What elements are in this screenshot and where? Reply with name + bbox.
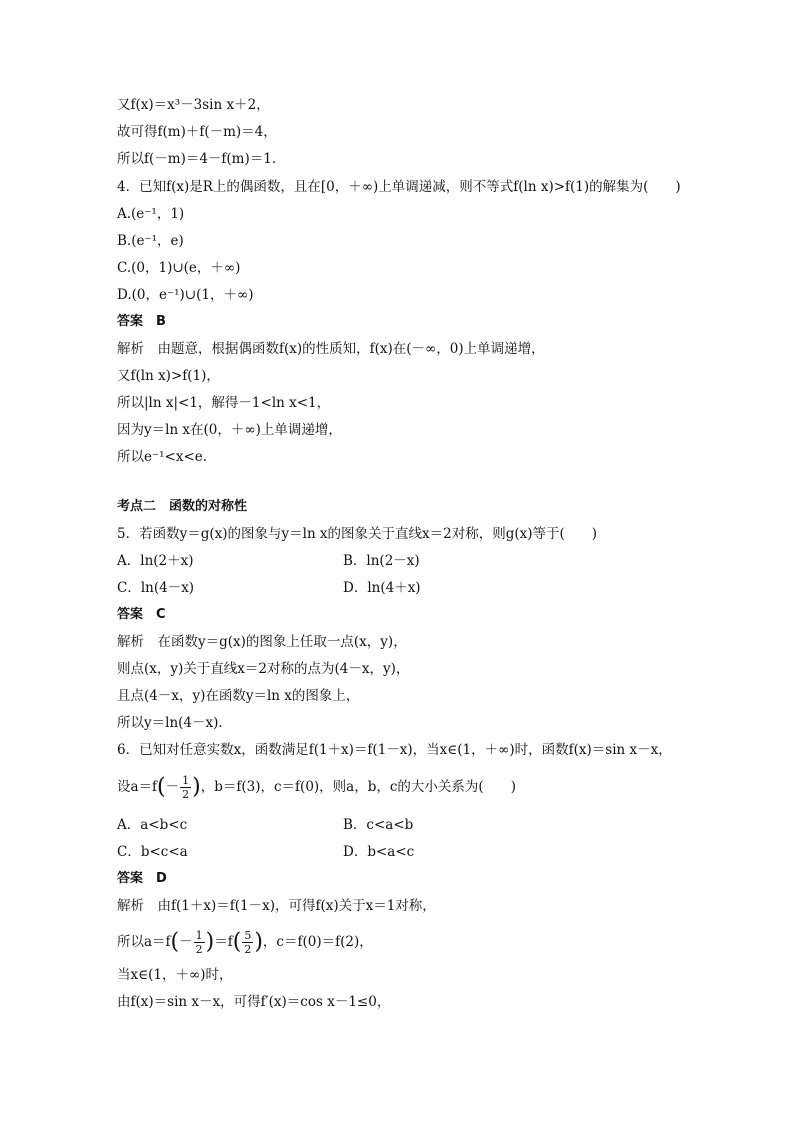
paren-close: ): [205, 929, 215, 955]
question-6: 6．已知对任意实数x，函数满足f(1＋x)＝f(1－x)，当x∈(1，＋∞)时，函数f(x)＝sin x－x，: [117, 742, 672, 758]
text-span: 所以a＝f: [117, 934, 171, 950]
paren-open: (: [157, 774, 166, 800]
option-c: C．b<c<a: [117, 844, 188, 860]
fraction-numerator: 1: [182, 774, 190, 787]
text-span: ＝f: [214, 934, 233, 950]
option-d: D.(0，e⁻¹)∪(1，＋∞): [117, 287, 254, 303]
text-span: ，b＝f(3)，c＝f(0)，则a，b，c的大小关系为( ): [200, 779, 516, 795]
fraction-denominator: 2: [195, 943, 203, 956]
answer-label: 答案 B: [117, 314, 166, 329]
paren-close: ): [192, 774, 201, 800]
fraction: [194, 929, 205, 956]
question-4: 4．已知f(x)是R上的偶函数，且在[0，＋∞)上单调递减，则不等式f(ln x)>f(1)的解集为( ): [117, 179, 681, 195]
section-heading: 考点二 函数的对称性: [117, 499, 248, 514]
solution-line: 解析 由题意，根据偶函数f(x)的性质知，f(x)在(－∞，0)上单调递增，: [117, 341, 545, 357]
option-a: A．a<b<c: [117, 817, 188, 833]
solution-line: 解析 在函数y＝g(x)的图象上任取一点(x，y)，: [117, 634, 407, 650]
solution-line: 所以e⁻¹<x<e.: [117, 449, 208, 465]
minus-sign: －: [179, 934, 193, 950]
solution-line: 又f(ln x)>f(1)，: [117, 368, 220, 384]
fraction: [242, 929, 253, 956]
answer-label: 答案 D: [117, 871, 167, 886]
option-b: B.(e⁻¹，e): [117, 233, 184, 249]
solution-line: 当x∈(1，＋∞)时，: [117, 967, 233, 983]
fraction-denominator: 2: [244, 943, 252, 956]
solution-line: 则点(x，y)关于直线x＝2对称的点为(4－x，y)，: [117, 661, 410, 677]
option-d: D．ln(4＋x): [343, 580, 421, 596]
fraction-denominator: 2: [182, 788, 190, 801]
question-5: 5．若函数y＝g(x)的图象与y＝ln x的图象关于直线x＝2对称，则g(x)等于( ): [117, 526, 598, 542]
fraction-numerator: 1: [195, 929, 203, 942]
text-line: 又f(x)＝x³－3sin x＋2，: [117, 97, 270, 113]
paren-open: (: [170, 929, 180, 955]
option-b: B．ln(2－x): [343, 553, 420, 569]
text-span: 设a＝f: [117, 779, 158, 795]
answer-label: 答案 C: [117, 607, 166, 622]
text-span: ，c＝f(0)＝f(2)，: [262, 934, 373, 950]
solution-line-fraction: [117, 929, 373, 956]
question-6-line2: [117, 774, 516, 801]
text-line: 所以f(－m)＝4－f(m)＝1.: [117, 151, 277, 167]
option-c: C．ln(4－x): [117, 580, 195, 596]
fraction-numerator: 5: [244, 929, 252, 942]
solution-line: 所以|ln x|<1，解得－1<ln x<1，: [117, 395, 331, 411]
fraction: [180, 774, 191, 801]
solution-line: 且点(4－x，y)在函数y＝ln x的图象上，: [117, 688, 360, 704]
option-d: D．b<a<c: [343, 844, 415, 860]
text-line: 故可得f(m)＋f(－m)＝4，: [117, 124, 277, 140]
paren-close: ): [254, 929, 263, 955]
solution-line: 解析 由f(1＋x)＝f(1－x)，可得f(x)关于x＝1对称，: [117, 898, 436, 914]
paren-open: (: [232, 929, 242, 955]
solution-line: 因为y＝ln x在(0，＋∞)上单调递增，: [117, 422, 342, 438]
option-a: A．ln(2＋x): [117, 553, 194, 569]
option-c: C.(0，1)∪(e，＋∞): [117, 260, 241, 276]
solution-line: 所以y＝ln(4－x).: [117, 715, 223, 731]
option-b: B．c<a<b: [343, 817, 414, 833]
minus-sign: －: [165, 779, 180, 795]
option-a: A.(e⁻¹，1): [117, 206, 185, 222]
solution-line: 由f(x)＝sin x－x，可得f′(x)＝cos x－1≤0，: [117, 994, 391, 1010]
